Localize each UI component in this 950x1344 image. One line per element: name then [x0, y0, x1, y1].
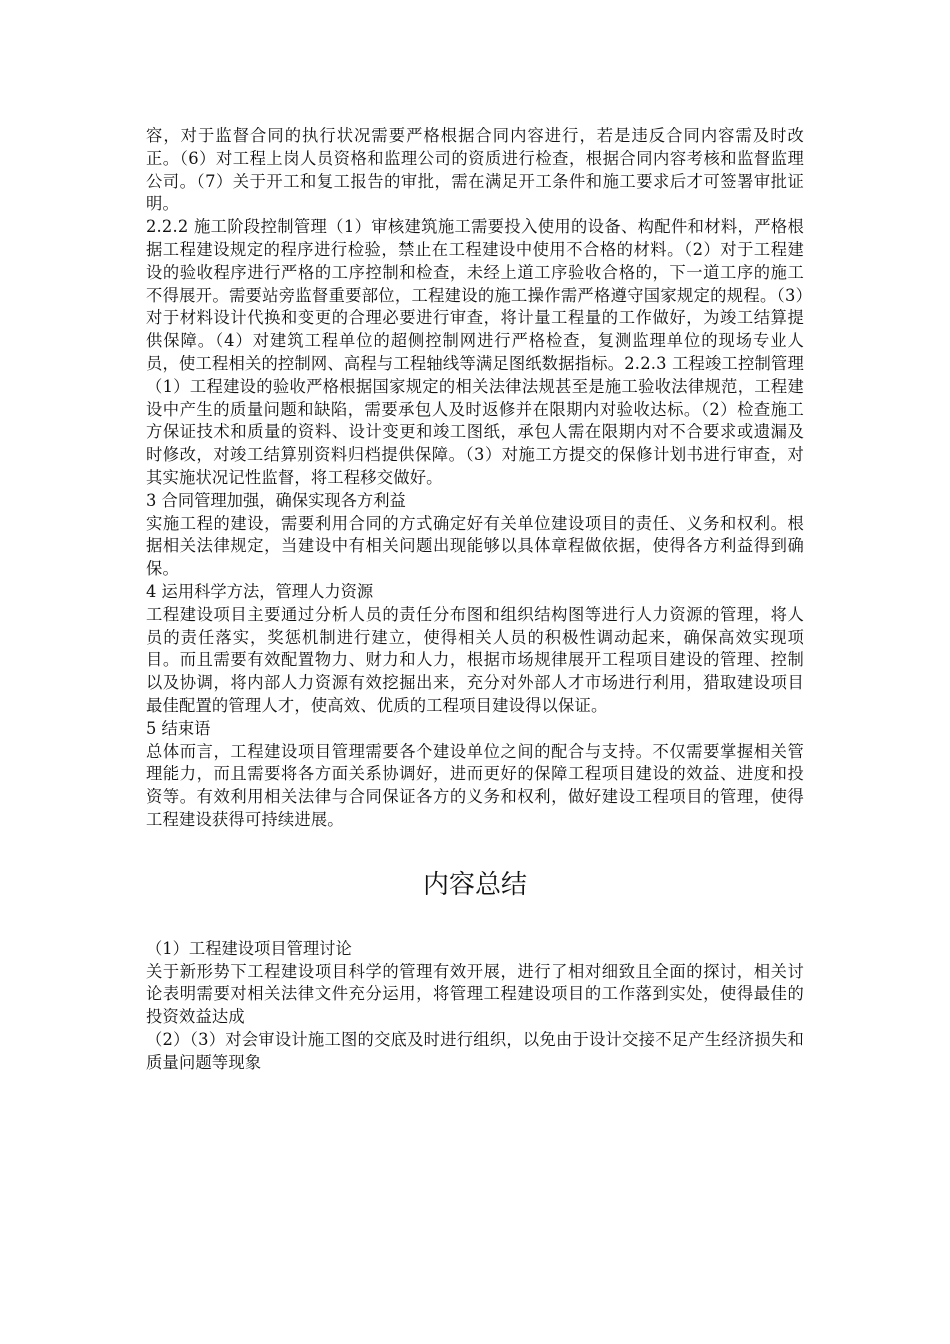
section-heading-3: 3 合同管理加强，确保实现各方利益 — [146, 490, 406, 510]
summary-item-1-heading: （1）工程建设项目管理讨论 — [146, 938, 352, 958]
section-heading-4: 4 运用科学方法，管理人力资源 — [146, 581, 374, 601]
summary-title: 内容总结 — [422, 869, 527, 900]
paragraph-contract-management: 实施工程的建设，需要利用合同的方式确定好有关单位建设项目的责任、义务和权利。根据相关法律规定，当建设中有相关问题出现能够以具体章程做依据，使得各方利益得到确保。 — [146, 513, 804, 579]
summary-item-2: （2）（3）对会审设计施工图的交底及时进行组织，以免由于设计交接不足产生经济损失和质量问题等现象 — [146, 1029, 804, 1072]
summary-item-1-body: 关于新形势下工程建设项目科学的管理有效开展，进行了相对细致且全面的探讨，相关讨论表明需要对相关法律文件充分运用，将管理工程建设项目的工作落到实处，使得最佳的投资效益达成 — [146, 961, 804, 1027]
section-heading-5: 5 结束语 — [146, 718, 211, 738]
paragraph-human-resources: 工程建设项目主要通过分析人员的责任分布图和组织结构图等进行人力资源的管理，将人员的责任落实，奖惩机制进行建立，使得相关人员的积极性调动起来，确保高效实现项目。而且需要有效配置物力、财力和人力，根据市场规律展开工程项目建设的管理、控制以及协调，将内部人力资源有效挖掘出来，充分对外部人才市场进行利用，猎取建设项目最佳配置的管理人才，使高效、优质的工程项目建设得以保证。 — [146, 604, 804, 715]
document-page — [146, 125, 804, 1074]
paragraph-contract-supervision: 容，对于监督合同的执行状况需要严格根据合同内容进行，若是违反合同内容需及时改正。（6）对工程上岗人员资格和监理公司的资质进行检查，根据合同内容考核和监督监理公司。（7）关于开工和复工报告的审批，需在满足开工条件和施工要求后才可签署审批证明。 — [146, 126, 804, 214]
paragraph-conclusion: 总体而言，工程建设项目管理需要各个建设单位之间的配合与支持。不仅需要掌握相关管理能力，而且需要将各方面关系协调好，进而更好的保障工程项目建设的效益、进度和投资等。有效利用相关法律与合同保证各方的义务和权利，做好建设工程项目的管理，使得工程建设获得可持续进展。 — [146, 741, 804, 829]
paragraph-construction-stage-control: 2.2.2 施工阶段控制管理（1）审核建筑施工需要投入使用的设备、构配件和材料，严格根据工程建设规定的程序进行检验，禁止在工程建设中使用不合格的材料。（2）对于工程建设的验收程序进行严格的工序控制和检查，未经上道工序验收合格的，下一道工序的施工不得展开。需要站旁监督重要部位，工程建设的施工操作需严格遵守国家规定的规程。（3）对于材料设计代换和变更的合理必要进行审查，将计量工程量的工作做好，为竣工结算提供保障。（4）对建筑工程单位的超侧控制网进行严格检查，复测监理单位的现场专业人员，使工程相关的控制网、高程与工程轴线等满足图纸数据指标。2.2.3 工程竣工控制管理（1）工程建设的验收严格根据国家规定的相关法律法规甚至是施工验收法律规范，工程建设中产生的质量问题和缺陷，需要承包人及时返修并在限期内对验收达标。（2）检查施工方保证技术和质量的资料、设计变更和竣工图纸，承包人需在限期内对不合要求或遗漏及时修改，对竣工结算别资料归档提供保障。（3）对施工方提交的保修计划书进行审查，对其实施状况记性监督，将工程移交做好。 — [146, 217, 804, 487]
